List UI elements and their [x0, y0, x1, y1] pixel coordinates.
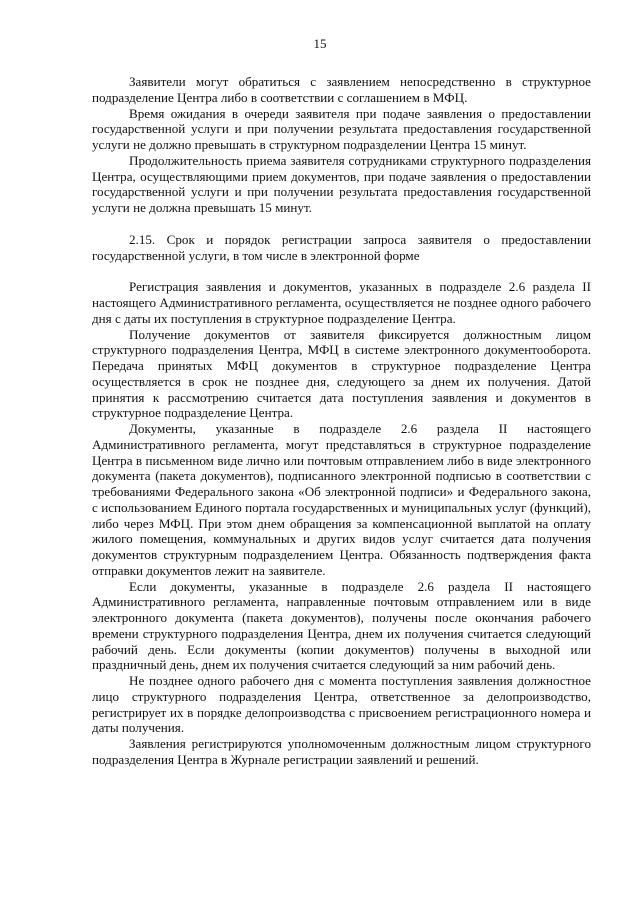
- paragraph: Получение документов от заявителя фиксируется должностным лицом структурного подразделения Центра, МФЦ в системе электронного документооборота. Передача принятых МФЦ документов в структурное подразделение Центра осуществляется в срок не позднее дня, следующего за днем их получения. Датой принятия к рассмотрению считается дата поступления заявления и документов в структурное подразделение Центра.: [92, 326, 591, 421]
- paragraph: Заявители могут обратиться с заявлением непосредственно в структурное подразделение Центра либо в соответствии с соглашением в МФЦ.: [92, 74, 591, 105]
- paragraph: Продолжительность приема заявителя сотрудниками структурного подразделения Центра, осуществляющими прием документов, при подаче заявления о предоставлении государственной услуги и при получении результата предоставления государственной услуги не должна превышать 15 минут.: [92, 152, 591, 215]
- paragraph: Если документы, указанные в подразделе 2.6 раздела II настоящего Административного регламента, направленные почтовым отправлением или в виде электронного документа (пакета документов), получены после окончания рабочего времени структурного подразделения Центра, днем их получения считается следующий рабочий день. Если документы (копии документов) получены в выходной или праздничный день, днем их получения считается следующий за ним рабочий день.: [92, 578, 591, 673]
- document-body: [92, 74, 591, 768]
- section-heading: 2.15. Срок и порядок регистрации запроса заявителя о предоставлении государственной услуги, в том числе в электронной форме: [92, 231, 591, 263]
- page-number: 15: [313, 36, 327, 51]
- paragraph: Регистрация заявления и документов, указанных в подразделе 2.6 раздела II настоящего Административного регламента, осуществляется не позднее одного рабочего дня с даты их поступления в структурное подразделение Центра.: [92, 279, 591, 326]
- paragraph: Время ожидания в очереди заявителя при подаче заявления о предоставлении государственной услуги и при получении результата предоставления государственной услуги не должно превышать в структурном подразделении Центра 15 минут.: [92, 105, 591, 152]
- paragraph: Документы, указанные в подразделе 2.6 раздела II настоящего Административного регламента, могут представляться в структурное подразделение Центра в письменном виде лично или почтовым отправлением либо в виде электронного документа (пакета документов), подписанного электронной подписью в соответствии с требованиями Федерального закона «Об электронной подписи» и Федерального закона, с использованием Единого портала государственных и муниципальных услуг (функций), либо через МФЦ. При этом днем обращения за компенсационной выплатой на оплату жилого помещения, коммунальных и других видов услуг считается дата получения документов структурным подразделением Центра. Обязанность подтверждения факта отправки документов лежит на заявителе.: [92, 421, 591, 578]
- paragraph: Не позднее одного рабочего дня с момента поступления заявления должностное лицо структурного подразделения Центра, ответственное за делопроизводство, регистрирует их в порядке делопроизводства с присвоением регистрационного номера и даты получения.: [92, 673, 591, 736]
- paragraph: Заявления регистрируются уполномоченным должностным лицом структурного подразделения Центра в Журнале регистрации заявлений и решений.: [92, 736, 591, 767]
